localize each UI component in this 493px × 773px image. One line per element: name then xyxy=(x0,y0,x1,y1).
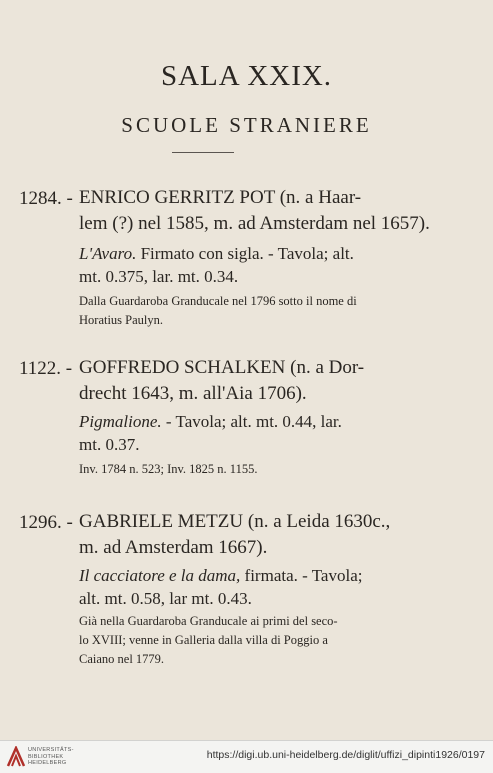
logo-line: BIBLIOTHEK xyxy=(28,753,64,760)
heading-line: GABRIELE METZU (n. a Leida 1630c., xyxy=(79,511,391,532)
page-title: SALA XXIX. xyxy=(160,60,333,92)
artwork-dimensions: mt. 0.37. xyxy=(79,435,140,454)
entry-number: 1122. - xyxy=(19,358,73,379)
provenance-note xyxy=(79,292,474,330)
note-line: Dalla Guardaroba Granducale nel 1796 sotto il nome di xyxy=(79,294,357,308)
entry-number: 1284. - xyxy=(19,188,73,209)
heading-line: ENRICO GERRITZ POT (n. a Haar- xyxy=(79,187,362,208)
provenance-note xyxy=(79,460,474,479)
note-line: Horatius Paulyn. xyxy=(79,313,164,327)
heading-line: lem (?) nel 1585, m. ad Amsterdam nel 1657). xyxy=(79,213,430,234)
entry-description xyxy=(79,564,474,610)
entry-heading xyxy=(79,509,474,561)
note-line: lo XVIII; venne in Galleria dalla villa di Poggio a xyxy=(79,633,328,647)
artwork-title: Il cacciatore e la dama, xyxy=(79,566,241,585)
entry-number: 1296. - xyxy=(19,512,73,533)
artwork-details: - Tavola; alt. mt. 0.44, lar. xyxy=(161,412,342,431)
logo-line: HEIDELBERG xyxy=(28,760,67,766)
entry-heading xyxy=(79,355,474,407)
permalink-url[interactable]: https://digi.ub.uni-heidelberg.de/diglit/uffizi_dipinti1926/0197 xyxy=(206,749,485,761)
note-line: Già nella Guardaroba Granducale ai primi del seco- xyxy=(79,614,338,628)
page-subtitle: SCUOLE STRANIERE xyxy=(121,113,372,137)
heading-line: m. ad Amsterdam 1667). xyxy=(79,537,268,558)
heading-line: GOFFREDO SCHALKEN (n. a Dor- xyxy=(79,357,365,378)
artwork-dimensions: alt. mt. 0.58, lar mt. 0.43. xyxy=(79,589,252,608)
viewer-footer xyxy=(0,740,493,773)
artwork-details: Firmato con sigla. - Tavola; alt. xyxy=(136,244,354,263)
heading-line: drecht 1643, m. all'Aia 1706). xyxy=(79,383,307,404)
note-line: Caiano nel 1779. xyxy=(79,652,165,666)
entry-description xyxy=(79,410,474,456)
artwork-title: Pigmalione. xyxy=(79,412,162,431)
library-logo-text xyxy=(28,747,74,767)
artwork-dimensions: mt. 0.375, lar. mt. 0.34. xyxy=(79,267,239,286)
divider xyxy=(172,152,234,153)
entry-heading xyxy=(79,185,474,237)
artwork-title: L'Avaro. xyxy=(79,244,137,263)
entry-description xyxy=(79,242,474,288)
library-logo-icon xyxy=(6,746,26,768)
provenance-note xyxy=(79,612,474,669)
artwork-details: firmata. - Tavola; xyxy=(240,566,363,585)
note-line: Inv. 1784 n. 523; Inv. 1825 n. 1155. xyxy=(79,462,258,476)
logo-line: UNIVERSITÄTS- xyxy=(28,747,74,753)
